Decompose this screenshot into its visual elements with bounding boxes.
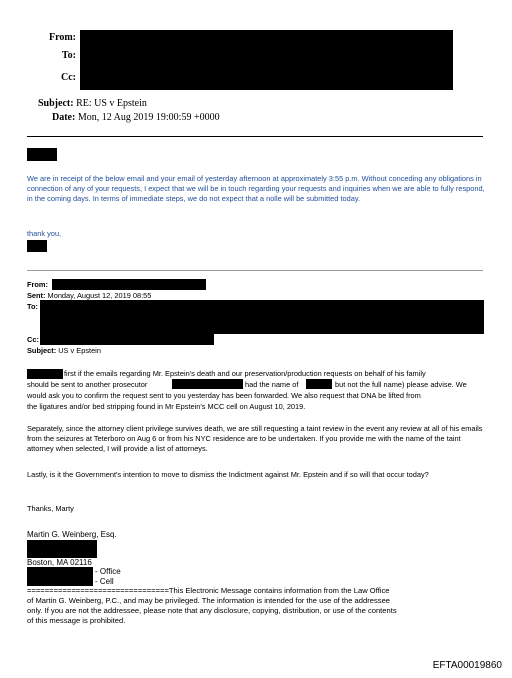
subject-label: Subject: (38, 98, 74, 109)
disclaimer-1: ================================This Electronic Message contains information from the Law Office (27, 586, 390, 595)
redaction-original-to (40, 300, 484, 334)
cc-label: Cc: (61, 72, 76, 83)
date-value: Mon, 12 Aug 2019 19:00:59 +0000 (77, 112, 220, 123)
original-cc-label: Cc: (27, 335, 39, 344)
redaction-original-from (52, 279, 206, 290)
original-subject-label: Subject: (27, 346, 57, 355)
redaction-reply-signer (27, 240, 47, 252)
original-from-label: From: (27, 280, 48, 289)
reply-signoff: thank you, (27, 229, 62, 238)
original-sent-label: Sent: (27, 291, 46, 300)
p1-line-a: first if the emails regarding Mr. Epstein's death and our preservation/production requests on behalf of his family (64, 369, 426, 378)
p1-line-b3: but not the full name) please advise. We (335, 380, 467, 389)
bates-number: EFTA00019860 (432, 660, 502, 671)
original-sent-value: Monday, August 12, 2019 08:55 (47, 291, 152, 300)
from-label: From: (48, 32, 76, 43)
redaction-phones (27, 567, 93, 586)
reply-body: We are in receipt of the below email and your email of yesterday afternoon at approximately 3:55 p.m. Without conceding any obligations in connection of any of your requests, I expect that we will be in touch regarding your requests and inquiries when we are able to fully respond, in the coming days. In terms of immediate steps, we do not expect that a nolle will be submitted today. (27, 174, 485, 203)
original-subject-value: US v Epstein (58, 346, 101, 355)
redaction-header-recipients (80, 30, 453, 90)
paragraph-3: Lastly, is it the Government's intention to move to dismiss the Indictment against Mr. Epstein and if so will that occur today? (27, 470, 429, 479)
signature-cell: - Cell (95, 577, 114, 586)
disclaimer-2: of Martin G. Weinberg, P.C., and may be privileged. The information is intended for the use of the addressee (27, 596, 391, 605)
to-label: To: (61, 50, 76, 61)
date-label: Date: (52, 112, 76, 123)
original-divider (27, 270, 483, 271)
p1-line-b2: had the name of (245, 380, 299, 389)
p1-line-c: would ask you to confirm the request sent to you yesterday has been forwarded. We also request that DNA be lifted from (27, 391, 421, 400)
redaction-address (27, 540, 97, 558)
subject-line (38, 98, 147, 109)
header-divider (27, 136, 483, 137)
thanks-line: Thanks, Marty (27, 504, 74, 513)
signature-city: Boston, MA 02116 (27, 558, 92, 567)
redaction-name (306, 379, 332, 389)
subject-value: RE: US v Epstein (76, 98, 147, 109)
signature-name: Martin G. Weinberg, Esq. (27, 530, 117, 539)
redaction-greeting (27, 148, 57, 161)
p1-line-b1: should be sent to another prosecutor (27, 380, 148, 389)
p1-line-d: the ligatures and/or bed stripping found in Mr Epstein's MCC cell on August 10, 2019. (27, 402, 306, 411)
original-to-label: To: (27, 302, 38, 311)
date-line (52, 112, 220, 123)
original-subject-line (27, 346, 101, 356)
disclaimer-3: only. If you are not the addressee, please note that any disclosure, copying, distribution, or use of the contents (27, 606, 397, 615)
paragraph-2: Separately, since the attorney client privilege survives death, we are still requesting a taint review in the event any review at all of his emails from the seizures at Teterboro on Aug 6 or from his NYC residence are to be undertaken. If you provide me with the name of the taint attorney when selected, I will provide a list of attorneys. (27, 424, 483, 453)
redaction-prosecutor (172, 379, 243, 389)
disclaimer-4: of this message is prohibited. (27, 616, 126, 625)
redaction-salutation (27, 369, 63, 379)
redaction-original-cc (40, 334, 214, 345)
signature-office: - Office (95, 567, 121, 576)
